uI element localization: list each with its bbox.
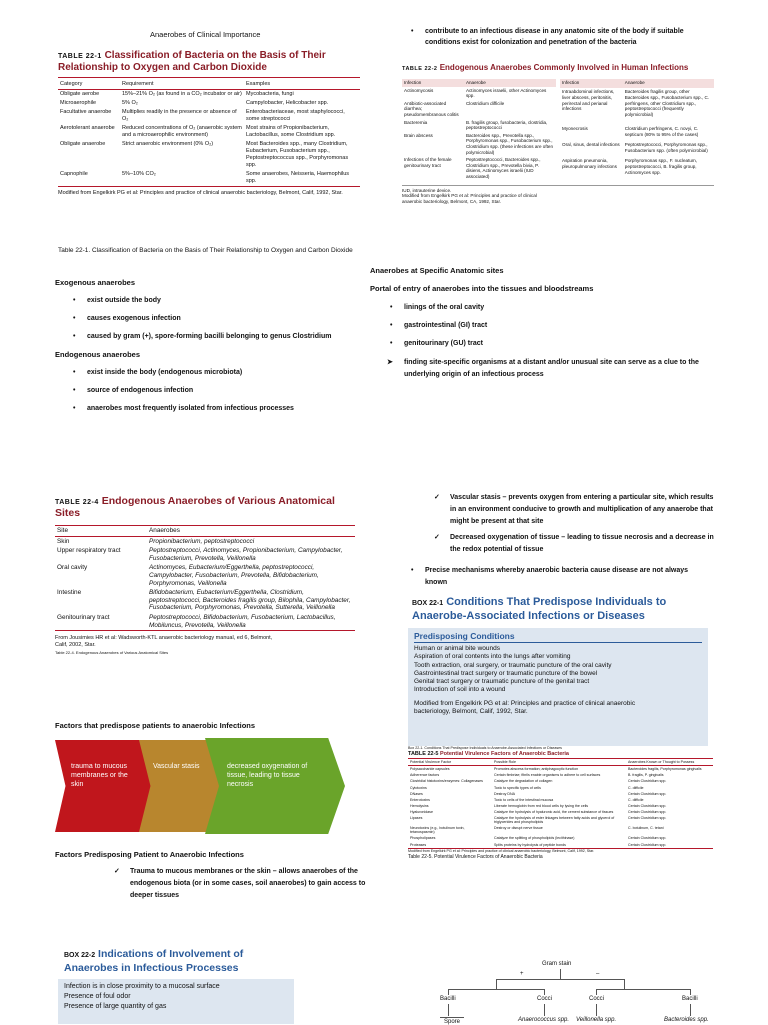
table-row [55, 563, 355, 588]
table-cell: Intestine [57, 589, 82, 597]
box-22-1 [408, 594, 708, 756]
table-cell: Skin [57, 537, 70, 545]
chevron-3-label: decreased oxygenation of tissue, leading to tissue necrosis [227, 763, 308, 788]
table-22-5 [408, 746, 713, 860]
box-subtitle: Predisposing Conditions [414, 631, 702, 643]
table-22-5-grid: Potential Virulence Factor Possible Role Anaerobes Known or Thought to Possess Polysaccharide capsules Promotes abscess formation; antiphagocytic function Bacteroides fragilis, Porphyromonas gingivalis Adherence factors Certain fimbriae; fibrils enable organisms to adhere to cell surfaces B. fragilis, P. gingivalis Clostridial histotoxins/enzymes: Collagenases Catalyze the degradation of collagen Certain Clostridium spp. Cytotoxins Toxic to specific types of cells C. difficile DNases Destroy DNA Certain Clostridium spp. Enterotoxins Toxic to cells of the intestinal mucosa C. difficile Hemolysins Liberate hemoglobin from red blood cells by lysing the cells Certain Clostridium spp. Hyaluronidase Catalyze the hydrolysis of hyaluronic acid, the cement substance of tissues Certain Clostridium spp. Lipases Catalyze the hydrolysis of ester linkages between fatty acids and glycerol of triglycerides and phospholipids Certain Clostridium spp. Neurotoxins (e.g., botulinum toxin, tetanospasmin) Destroy or disrupt nerve tissue C. botulinum, C. tetani Phospholipases Catalyze the splitting of phospholipids (lecithinase) Certain Clostridium spp. Proteases Splits proteins by hydrolysis of peptide bonds Certain Clostridium spp. [408, 758, 713, 848]
tree-plus: + [520, 971, 524, 977]
factors-heading: Factors that predispose patients to anaerobic Infections [55, 721, 256, 730]
anatomic-sites [370, 266, 710, 390]
table-cell: Adherence factors [410, 773, 440, 778]
table-row [55, 613, 355, 631]
table-cell: Certain Clostridium spp. [628, 791, 667, 796]
list-item: Genital tract surgery or traumatic puncture of the genital tract [414, 678, 590, 686]
table-cell: Enterotoxins [410, 797, 430, 802]
table-title: Potential Virulence Factors of Anaerobic Bacteria [440, 751, 569, 758]
table-cell: Toxic to cells of the intestinal mucosa [494, 797, 554, 802]
table-caption: Table 22-1. Classification of Bacteria on the Basis of Their Relationship to Oxygen and Carbon Dioxide [58, 247, 353, 254]
table-22-4-grid [55, 525, 355, 631]
table-row [402, 100, 556, 119]
table-row [55, 536, 355, 546]
table-cell: Hemolysins [410, 803, 429, 808]
list-item: Gastrointestinal tract surgery or traumatic puncture of the bowel [414, 669, 598, 677]
table-cell: Bacteremia [404, 119, 428, 125]
table-cell: Neurotoxins (e.g., botulinum toxin, tetanospasmin) [410, 826, 465, 835]
table-cell: C. difficile [628, 797, 644, 802]
table-title: Endogenous Anaerobes of Various Anatomical Sites [55, 495, 335, 519]
table-cell: Obligate aerobe [60, 91, 100, 97]
table-cell: Bacteroides fragilis, Porphyromonas gingivalis [628, 767, 702, 772]
table-label: TABLE 22-2 [402, 66, 438, 72]
table-row [58, 170, 360, 187]
table-cell: Facultative anaerobe [60, 109, 112, 115]
table-cell: Peptostreptococci, Porphyromonas spp., Fusobacterium spp. (often polymicrobial) [624, 142, 708, 153]
table-cell: Splits proteins by hydrolysis of peptide bonds [494, 842, 566, 847]
list-item: • anaerobes most frequently isolated from infectious processes [67, 404, 355, 413]
tree-node: Cocci [589, 996, 605, 1002]
table-cell: Bacteroides spp., Prevotella spp., Porphyromonas spp., Fusobacterium spp., Clostridium spp. (these infections are often polymicrobial) [465, 132, 554, 155]
table-cell: Bacteroides fragilis group, other Bacteroides spp., Fusobacterium spp., C. perfringens, other Clostridium spp., peptostreptococci (frequently polymicrobial) [624, 89, 710, 117]
table-row [560, 125, 714, 141]
tree-node: Bacilli [440, 996, 456, 1002]
page-title: Anaerobes of Clinical Importance [150, 30, 261, 39]
chevron-1-label: trauma to mucous membranes or the skin [71, 763, 128, 788]
list-item: • Precise mechanisms whereby anaerobic bacteria cause disease are not always known [405, 565, 705, 589]
table-cell: Strict anaerobic environment (0% O₂) [122, 141, 214, 147]
table-cell: Upper respiratory tract [57, 547, 121, 555]
table-cell: Destroy DNA [494, 791, 515, 796]
table-cell: Campylobacter, Helicobacter spp. [246, 100, 329, 106]
list-item: ➤ finding site-specific organisms at a distant and/or unusual site can serve as a clue to the underlying origin of an infectious process [384, 357, 710, 381]
table-row [55, 546, 355, 563]
table-cell: B. fragilis group, fusobacteria, clostridia, peptostreptococci [465, 119, 548, 131]
table-cell: Peptostreptococci, Bifidobacterium, Fusobacterium, Lactobacillus, Mobiluncus, Prevotella, Veillonella [149, 613, 336, 629]
tree-node: Cocci [537, 996, 553, 1002]
right-mid-checks [430, 492, 720, 565]
table-cell: Certain Clostridium spp. [628, 816, 667, 821]
tree-leaf: Spore [440, 1017, 464, 1025]
sites-subheading: Portal of entry of anaerobes into the tissues and bloodstreams [370, 284, 594, 293]
list-item: Tooth extraction, oral surgery, or traumatic puncture of the oral cavity [414, 661, 612, 669]
table-cell: Phospholipases [410, 836, 436, 841]
list-item: • genitourinary (GU) tract [384, 339, 710, 348]
table-cell: Catalyze the hydrolysis of hyaluronic acid, the cement substance of tissues [494, 809, 614, 814]
col-header: Requirement [122, 81, 154, 87]
table-label: TABLE 22-4 [55, 499, 99, 506]
table-cell: Clostridial histotoxins/enzymes: Collagenases [410, 779, 483, 784]
sites-heading: Anaerobes at Specific Anatomic sites [370, 266, 504, 275]
table-cell: Certain Clostridium spp. [628, 842, 667, 847]
table-cell: Infections of the female genitourinary tract [404, 157, 452, 168]
table-cell: Multiplies readily in the presence or absence of O₂ [122, 109, 237, 122]
table-cell: Aerotolerant anaerobe [60, 125, 115, 131]
table-cell: Certain Clostridium spp. [628, 803, 667, 808]
table-cell: Polysaccharide capsules [410, 767, 450, 772]
list-item: ✓ Vascular stasis – prevents oxygen from entering a particular site, which results in an environment conducive to growth and multiplication of any anaerobe that might be present at that site [430, 492, 720, 528]
tree-leaf: Veillonella spp. [576, 1017, 617, 1023]
table-row [408, 825, 713, 835]
table-caption: Table 22-4. Endogenous Anaerobes of Various Anatomical Sites [55, 650, 169, 656]
table-row [408, 766, 713, 773]
table-cell: Most strains of Propionibacterium, Lactobacillus, some Clostridium spp. [246, 125, 336, 138]
table-source: Modified from Engelkirk PG et al: Principles and practice of clinical anaerobic bacteriology, Belmont, Calif, 1992, Star. [58, 190, 343, 196]
table-cell: Proteases [410, 842, 427, 847]
table-cell: Catalyze the hydrolysis of ester linkages between fatty acids and glycerol of triglycerides and phospholipids [494, 816, 615, 825]
tree-node: Bacilli [682, 996, 698, 1002]
endogenous-heading: Endogenous anaerobes [55, 350, 141, 359]
right-top-bullet [405, 26, 705, 57]
table-cell: Intraabdominal infections, liver abscess, peritonitis, perirectal and perianal infections [562, 89, 615, 112]
list-item: Presence of large quantity of gas [64, 1003, 167, 1010]
list-item: Aspiration of oral contents into the lungs after vomiting [414, 653, 571, 661]
table-cell: Propionibacterium, peptostreptococci [149, 537, 255, 545]
table-cell: Genitourinary tract [57, 613, 110, 621]
table-row [58, 108, 360, 124]
table-cell: Cytotoxins [410, 785, 427, 790]
list-item: • gastrointestinal (GI) tract [384, 321, 710, 330]
table-cell: Most Bacteroides spp., many Clostridium, Eubacterium, Fusobacterium spp., Peptostreptococcus spp., Porphyromonas spp. [246, 141, 349, 168]
table-title: Endogenous Anaerobes Commonly Involved in Human Infections [439, 63, 689, 72]
table-cell: Oral, sinus, dental infections [562, 142, 620, 148]
table-row [58, 99, 360, 108]
table-cell: DNases [410, 791, 423, 796]
table-22-4 [55, 496, 355, 655]
table-cell: Reduced concentrations of O₂ (anaerobic system and a microaerophilic environment) [122, 125, 242, 138]
table-cell: Certain fimbriae; fibrils enable organisms to adhere to cell surfaces [494, 773, 601, 778]
table-row [408, 842, 713, 849]
chevron-2-label: Vascular stasis [153, 763, 200, 770]
table-row [402, 132, 556, 156]
table-caption: Table 22-5. Potential Virulence Factors of Anaerobic Bacteria [408, 853, 543, 860]
col-header: Category [60, 81, 83, 87]
col-header: Site [57, 527, 69, 534]
table-22-2 [402, 63, 714, 204]
col-header: Examples [246, 81, 271, 87]
box-caption: Box 22-1. Conditions That Predispose Individuals to Anaerobe-Associated Infections or Diseases [408, 746, 562, 750]
table-cell: Clostridium perfringens, C. novyi, C. septicum (80% to 95% of the cases) [624, 126, 699, 137]
table-cell: Aspiration pneumonia, pleuropulmonary infections [562, 158, 617, 170]
table-cell: Catalyze the splitting of phospholipids (lecithinase) [494, 836, 575, 841]
table-label: TABLE 22-5 [408, 751, 439, 758]
table-row [408, 815, 713, 825]
table-cell: Liberate hemoglobin from red blood cells by lysing the cells [494, 803, 589, 808]
list-item: ✓ Trauma to mucous membranes or the skin – allows anaerobes of the endogenous biota (or in some cases, soil anaerobes) to gain access to deeper tissues [110, 866, 372, 902]
factors-chevron-diagram [55, 736, 355, 836]
list-item: Introduction of soil into a wound [414, 686, 506, 694]
table-row [55, 588, 355, 613]
table-22-1 [58, 50, 360, 197]
table-cell: Microaerophile [60, 100, 97, 106]
tree-root: Gram stain [542, 961, 572, 967]
list-item: • exist inside the body (endogenous microbiota) [67, 368, 355, 377]
exogenous-heading: Exogenous anaerobes [55, 278, 136, 287]
table-title: Classification of Bacteria on the Basis of Their Relationship to Oxygen and Carbon Dioxide [58, 50, 326, 73]
tree-leaf: Bacteroides spp. [664, 1017, 709, 1023]
table-row [560, 88, 714, 125]
table-cell: Lipases [410, 816, 423, 821]
table-row [402, 119, 556, 132]
table-row [402, 156, 556, 180]
table-cell: Certain Clostridium spp. [628, 836, 667, 841]
table-row [560, 141, 714, 157]
table-cell: Capnophile [60, 171, 88, 177]
table-cell: Bifidobacterium, Eubacterium/Eggerthella, Clostridium, peptostreptococci, Bacteroides fragilis group, Bilophila, Campylobacter, Fusobacterium, Porphyromonas, Prevotella, Sutterella, Veillonella [149, 589, 351, 612]
table-cell: 5%–10% CO₂ [122, 171, 156, 177]
table-cell: Clostridium difficile [465, 100, 505, 106]
table-row [58, 124, 360, 140]
table-cell: Actinomyces israelii, other Actinomyces spp. [465, 87, 547, 99]
table-row [58, 90, 360, 100]
table-cell: Myonecrosis [562, 126, 588, 132]
table-cell: Obligate anaerobe [60, 141, 106, 147]
table-cell: Peptostreptococci, Actinomyces, Propionibacterium, Campylobacter, Fusobacterium, Prevotella, Veillonella [149, 547, 343, 562]
table-22-1-grid [58, 80, 360, 187]
table-cell: Toxic to specific types of cells [494, 785, 541, 790]
box-label: BOX 22-1 [412, 600, 444, 607]
list-item: Presence of foul odor [64, 993, 131, 1000]
list-item: • contribute to an infectious disease in any anatomic site of the body if suitable conditions exist for colonization and penetration of the bacteria [405, 26, 705, 48]
list-item: • exist outside the body [67, 296, 355, 305]
list-item: • caused by gram (+), spore-forming bacilli belonging to genus Clostridium [67, 332, 355, 341]
anaerobe-types [55, 278, 355, 422]
list-item: ✓ Decreased oxygenation of tissue – leading to tissue necrosis and a decrease in the redox potential of tissue [430, 532, 720, 556]
box-label: BOX 22-2 [64, 952, 96, 959]
box-22-2 [58, 946, 294, 1024]
table-cell: Oral cavity [57, 564, 88, 572]
table-source: Modified from Engelkirk PG et al: Principles and practice of clinical anaerobic bacteriology, Belmont, Calif, 1992, Star. [408, 848, 595, 853]
list-item: • causes exogenous infection [67, 314, 355, 323]
box-title: Indications of Involvement of Anaerobes in Infectious Processes [64, 948, 244, 974]
table-row [58, 140, 360, 170]
table-22-2-left: Infection Anaerobe Actinomycosis Actinomyces israelii, other Actinomyces spp. Antibiotic-associated diarrhea; pseudomembranous colitis Clostridium difficile Bacteremia B. fragilis group, fusobacteria, clostridia, peptostreptococci Brain abscess Bacteroides spp., Prevotella spp., Porphyromonas spp., Fusobacterium spp., Clostridium spp. (these infections are often polymicrobial) Infections of the female genitourinary tract Peptostreptococci, Bacteroides spp., Clostridium spp., Prevotella bivia, P. disiens, Actinomyces israelii (IUD associated) [402, 79, 556, 181]
table-cell: Catalyze the degradation of collagen [494, 779, 553, 784]
table-cell: B. fragilis, P. gingivalis [628, 773, 664, 778]
list-item: • linings of the oral cavity [384, 303, 710, 312]
table-row [560, 157, 714, 180]
table-cell: Porphyromonas spp., F. nucleatum, peptostreptococci, B. fragilis group, Actinomyces spp. [624, 158, 698, 175]
table-cell: 15%–21% O₂ (as found in a CO₂ incubator or air) [122, 91, 242, 97]
box-source: Modified from Engelkirk PG et al: Principles and practice of clinical anaerobic bacteriology, Belmont, Calif, 1992, Star. [414, 699, 636, 716]
table-cell: C. difficile [628, 785, 644, 790]
table-cell: C. botulinum, C. tetani [628, 826, 664, 831]
box-title: Conditions That Predispose Individuals to Anaerobe-Associated Infections or Diseases [412, 596, 667, 622]
table-cell: Peptostreptococci, Bacteroides spp., Clostridium spp., Prevotella bivia, P. disiens, Actinomyces israelii (IUD associated) [465, 157, 541, 179]
tree-leaf: Anaerococcus spp. [518, 1017, 570, 1023]
table-footnote: IUD, intrauterine device. [402, 187, 452, 193]
table-label: TABLE 22-1 [58, 53, 102, 60]
table-cell: Enterobacteriaceae, most staphylococci, some streptococci [246, 109, 345, 122]
list-item: Infection is in close proximity to a mucosal surface [64, 983, 220, 990]
table-cell: Brain abscess [404, 132, 433, 138]
gram-stain-tree [420, 960, 720, 1024]
col-header: Anaerobes [149, 527, 180, 534]
table-cell: Hyaluronidase [410, 809, 433, 814]
table-cell: Actinomyces, Eubacterium/Eggerthella, peptostreptococci, Campylobacter, Fusobacterium, Prevotella, Bifidobacterium, Porphyromonas, Veillonella [149, 564, 319, 587]
table-cell: 5% O₂ [122, 100, 138, 106]
table-cell: Destroy or disrupt nerve tissue [494, 826, 543, 831]
table-cell: Actinomycosis [404, 87, 434, 93]
table-cell: Some anaerobes, Neisseria, Haemophilus spp. [246, 171, 350, 184]
tree-minus: – [596, 971, 600, 977]
list-item: Human or animal bite wounds [414, 645, 500, 652]
factors-check [110, 866, 372, 911]
table-cell: Antibiotic-associated diarrhea; pseudomembranous colitis [404, 100, 459, 117]
table-source: Modified from Engelkirk PG et al: Principles and practice of clinical anaerobic bacteriology, Belmont, CA, 1992, Star. [402, 193, 537, 204]
table-22-2-right: Infection Anaerobe Intraabdominal infections, liver abscess, peritonitis, perirectal and perianal infections Bacteroides fragilis group, other Bacteroides spp., Fusobacterium spp., C. perfringens, other Clostridium spp., peptostreptococci (frequently polymicrobial) Myonecrosis Clostridium perfringens, C. novyi, C. septicum (80% to 95% of the cases) Oral, sinus, dental infections Peptostreptococci, Porphyromonas spp., Fusobacterium spp. (often polymicrobial) Aspiration pneumonia, pleuropulmonary infections Porphyromonas spp., F. nucleatum, peptostreptococci, B. fragilis group, Actinomyces spp. [560, 79, 714, 181]
table-cell: Certain Clostridium spp. [628, 809, 667, 814]
table-cell: Mycobacteria, fungi [246, 91, 294, 97]
list-item: • source of endogenous infection [67, 386, 355, 395]
table-cell: Certain Clostridium spp. [628, 779, 667, 784]
table-cell: Promotes abscess formation; antiphagocytic function [494, 767, 579, 772]
table-row [402, 87, 556, 100]
table-source: From Jousimies HR et al: Wadsworth-KTL anaerobic bacteriology manual, ed 6, Belmont, Calif, 2002, Star. [55, 635, 273, 649]
factors-subheading: Factors Predisposing Patient to Anaerobic Infections [55, 850, 244, 859]
